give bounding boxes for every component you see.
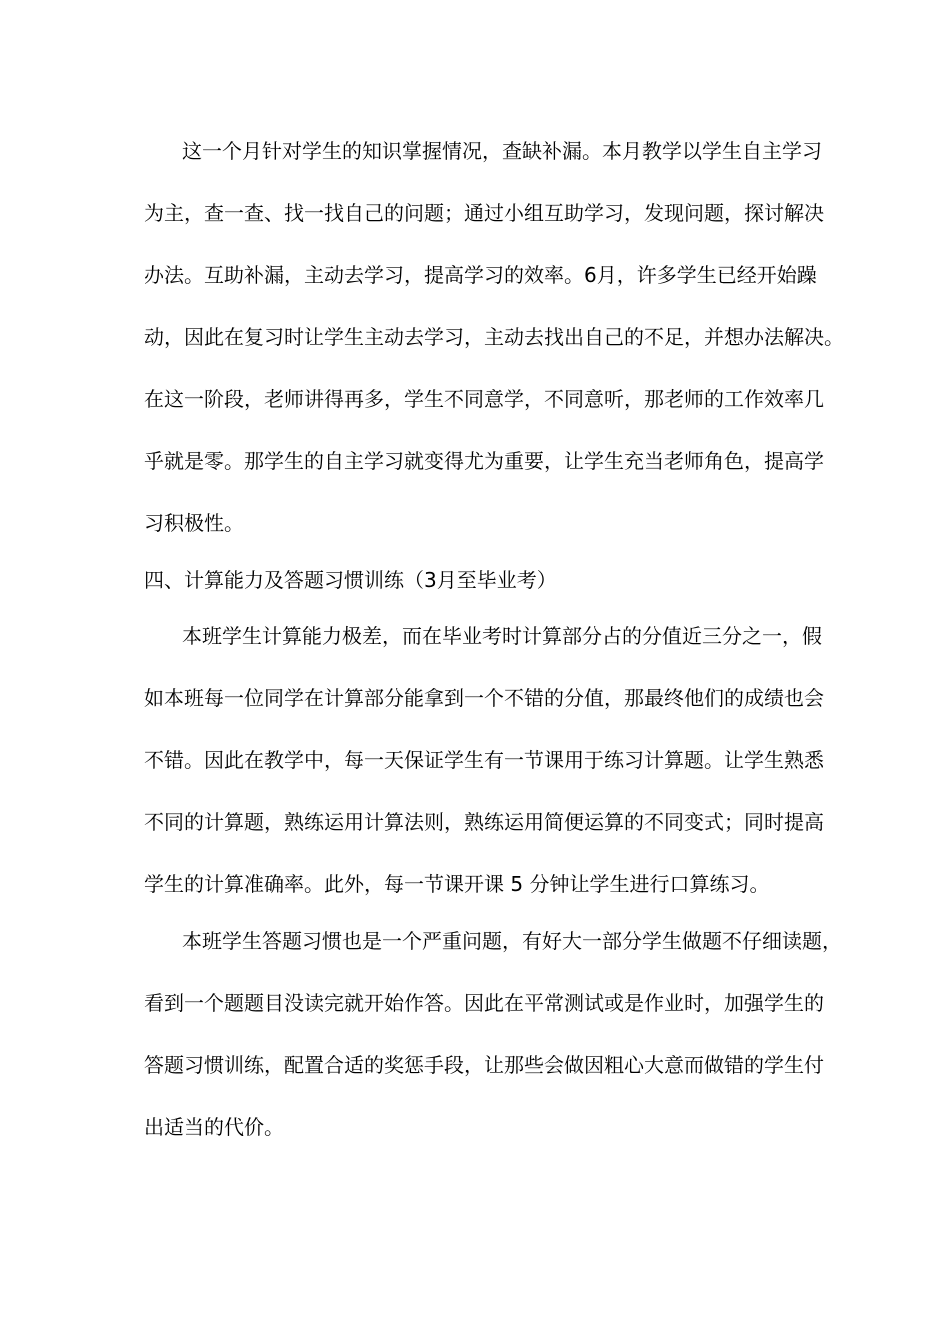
paragraph-1-line-3: 办法。互助补漏，主动去学习，提高学习的效率。6月，许多学生已经开始躁 — [144, 263, 817, 287]
paragraph-1-line-5: 在这一阶段，老师讲得再多，学生不同意学，不同意听，那老师的工作效率几 — [144, 387, 824, 411]
paragraph-1-line-7: 习积极性。 — [144, 511, 244, 535]
paragraph-2-line-4: 不同的计算题，熟练运用计算法则，熟练运用简便运算的不同变式；同时提高 — [144, 810, 824, 834]
paragraph-3-line-2: 看到一个题题目没读完就开始作答。因此在平常测试或是作业时，加强学生的 — [144, 991, 824, 1015]
paragraph-3-line-3: 答题习惯训练，配置合适的奖惩手段，让那些会做因粗心大意而做错的学生付 — [144, 1053, 824, 1077]
paragraph-1-line-4: 动，因此在复习时让学生主动去学习，主动去找出自己的不足，并想办法解决。 — [144, 325, 844, 349]
paragraph-3-line-4: 出适当的代价。 — [144, 1115, 284, 1139]
paragraph-1-line-1: 这一个月针对学生的知识掌握情况，查缺补漏。本月教学以学生自主学习 — [182, 139, 822, 163]
paragraph-2-line-3: 不错。因此在教学中，每一天保证学生有一节课用于练习计算题。让学生熟悉 — [144, 748, 824, 772]
paragraph-1-line-2: 为主，查一查、找一找自己的问题；通过小组互助学习，发现问题，探讨解决 — [144, 201, 824, 225]
paragraph-1-line-6: 乎就是零。那学生的自主学习就变得尤为重要，让学生充当老师角色，提高学 — [144, 449, 824, 473]
section-heading: 四、计算能力及答题习惯训练（3月至毕业考） — [144, 568, 557, 592]
paragraph-2-line-5: 学生的计算准确率。此外，每一节课开课 5 分钟让学生进行口算练习。 — [144, 872, 770, 896]
paragraph-2-line-1: 本班学生计算能力极差，而在毕业考时计算部分占的分值近三分之一，假 — [182, 624, 822, 648]
paragraph-3-line-1: 本班学生答题习惯也是一个严重问题，有好大一部分学生做题不仔细读题， — [182, 929, 842, 953]
paragraph-2-line-2: 如本班每一位同学在计算部分能拿到一个不错的分值，那最终他们的成绩也会 — [144, 686, 824, 710]
